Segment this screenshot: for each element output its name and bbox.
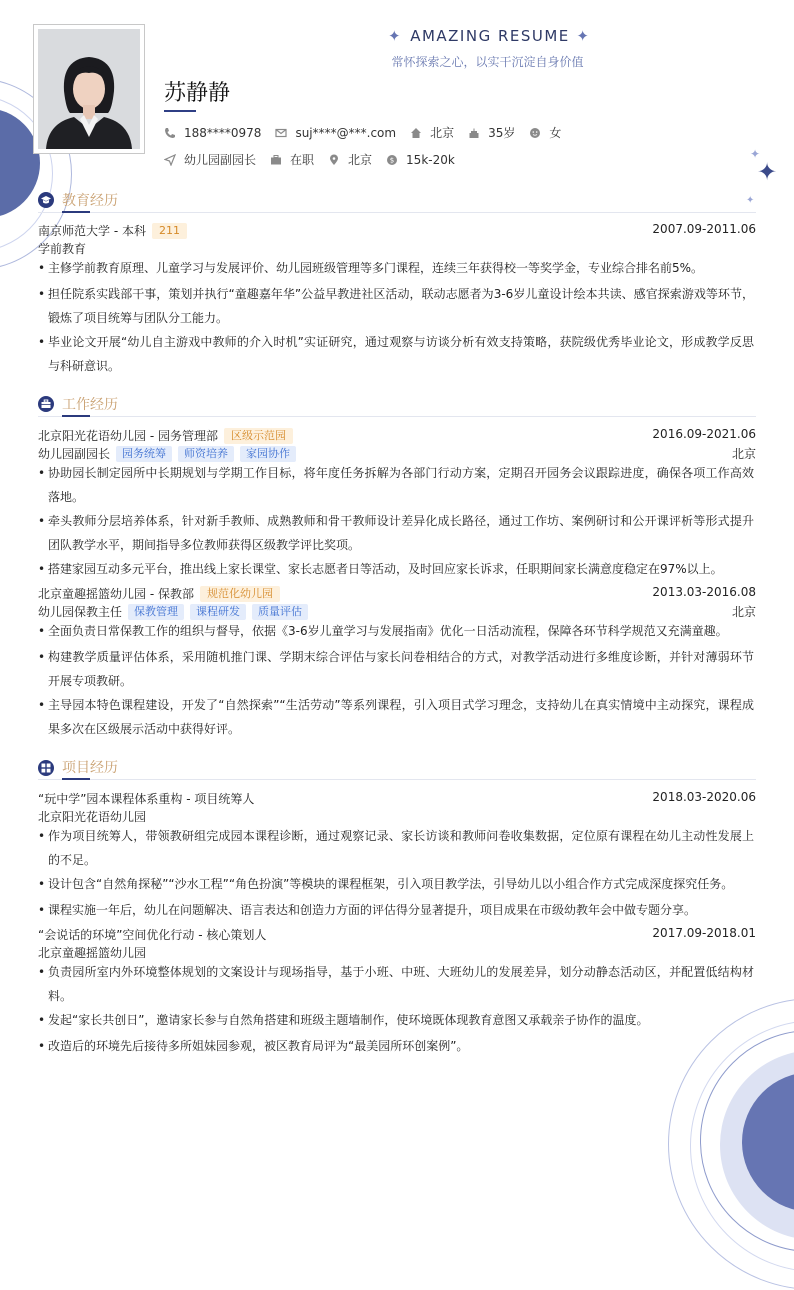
bullet-text: 毕业论文开展“幼儿自主游戏中教师的介入时机”实证研究，通过观察与访谈分析有效支持策略，获院级优秀毕业论文，形成教学反思与科研意识。 <box>48 335 754 373</box>
svg-text:$: $ <box>389 156 395 165</box>
org-tag: 区级示范园 <box>224 428 293 444</box>
project-org-row <box>38 944 756 962</box>
project-entry <box>38 926 756 944</box>
send-icon <box>164 154 176 166</box>
bullet-text: 协助园长制定园所中长期规划与学期工作目标，将年度任务拆解为各部门行动方案，定期召开园务会议跟踪进度，确保各项工作高效落地。 <box>48 466 754 504</box>
list-item: • 协助园长制定园所中长期规划与学期工作目标，将年度任务拆解为各部门行动方案，定期召开园务会议跟踪进度，确保各项工作高效落地。 <box>38 462 754 509</box>
phone-item <box>164 126 261 140</box>
project-org: 北京阳光花语幼儿园 <box>38 810 147 824</box>
status-text: 在职 <box>290 153 315 167</box>
resume-subtitle: 常怀探索之心，以实干沉淀自身价值 <box>391 55 584 69</box>
list-item: • 主修学前教育原理、儿童学习与发展评价、幼儿园班级管理等多门课程，连续三年获得校一等奖学金，专业综合排名前5%。 <box>38 257 754 281</box>
position-text: 幼儿园副园长 <box>184 153 257 167</box>
skill-tag: 师资培养 <box>178 446 234 462</box>
bullet-text: 搭建家园互动多元平台，推出线上家长课堂、家长志愿者日等活动，及时回应家长诉求，任职期间家长满意度稳定在97%以上。 <box>48 562 723 576</box>
project-org-row <box>38 808 756 826</box>
org-tag: 规范化幼儿园 <box>200 586 280 602</box>
target-city-text: 北京 <box>348 153 373 167</box>
bullet-text: 牵头教师分层培养体系，针对新手教师、成熟教师和骨干教师设计差异化成长路径，通过工作坊、案例研讨和公开课评析等形式提升团队教学水平，期间指导多位教师获得区级教学评比奖项。 <box>48 514 754 552</box>
job-date: 2013.03-2016.08 <box>652 585 756 599</box>
job-city: 北京 <box>731 605 756 619</box>
list-item: • 课程实施一年后，幼儿在问题解决、语言表达和创造力方面的评估得分显著提升，项目成果在市级幼教年会中做专题分享。 <box>38 899 754 923</box>
bullet-text: 改造后的环境先后接待多所姐妹园参观，被区教育局评为“最美园所环创案例”。 <box>48 1039 469 1053</box>
email-item <box>275 126 396 140</box>
list-item: • 牵头教师分层培养体系，针对新手教师、成熟教师和骨干教师设计差异化成长路径，通过工作坊、案例研讨和公开课评析等形式提升团队教学水平，期间指导多位教师获得区级教学评比奖项。 <box>38 510 754 557</box>
job-org: 北京童趣摇篮幼儿园 - 保教部 <box>38 587 194 601</box>
sparkle-icon: ✦ <box>746 195 755 206</box>
bullet-text: 主导园本特色课程建设，开发了“自然探索”“生活劳动”等系列课程，引入项目式学习理念，支持幼儿在真实情境中主动探究，课程成果多次在区级展示活动中获得好评。 <box>48 698 754 736</box>
phone-text: 188****0978 <box>184 125 262 140</box>
gender-item <box>529 124 561 141</box>
sparkle-icon: ✦ <box>750 147 761 161</box>
education-entry <box>38 222 756 240</box>
job-city: 北京 <box>731 447 756 461</box>
project-date: 2018.03-2020.06 <box>652 790 756 804</box>
bullet-text: 构建教学质量评估体系，采用随机推门课、学期末综合评估与家长问卷相结合的方式，对教学活动进行多维度诊断，并针对薄弱环节开展专项教研。 <box>48 650 754 688</box>
list-item: • 构建教学质量评估体系，采用随机推门课、学期末综合评估与家长问卷相结合的方式，对教学活动进行多维度诊断，并针对薄弱环节开展专项教研。 <box>38 646 754 693</box>
project-name: “会说话的环境”空间优化行动 - 核心策划人 <box>38 928 267 942</box>
skill-tag: 质量评估 <box>252 604 308 620</box>
section-divider <box>38 779 756 780</box>
section-title-education: 教育经历 <box>62 193 118 209</box>
mail-icon <box>275 127 287 139</box>
job-entry <box>38 427 756 445</box>
bullet-text: 设计包含“自然角探秘”“沙水工程”“角色扮演”等模块的课程框架，引入项目教学法，引导幼儿以小组合作方式完成深度探究任务。 <box>48 877 734 891</box>
sparkle-icon: ✦ <box>757 158 778 186</box>
resume-title <box>385 26 595 46</box>
list-item: • 担任院系实践部干事，策划并执行“童趣嘉年华”公益早教进社区活动，联动志愿者为3-6岁儿童设计绘本共读、感官探索游戏等环节，锻炼了项目统筹与团队分工能力。 <box>38 283 754 330</box>
list-item: • 负责园所室内外环境整体规划的文案设计与现场指导，基于小班、中班、大班幼儿的发展差异，划分动静态活动区，并配置低结构材料。 <box>38 961 754 1008</box>
job-role-row <box>38 445 756 463</box>
contact-info-row <box>164 124 575 141</box>
briefcase-section-icon <box>38 396 54 412</box>
bullet-text: 负责园所室内外环境整体规划的文案设计与现场指导，基于小班、中班、大班幼儿的发展差异，划分动静态活动区，并配置低结构材料。 <box>48 965 754 1003</box>
list-item: • 改造后的环境先后接待多所姐妹园参观，被区教育局评为“最美园所环创案例”。 <box>38 1035 754 1059</box>
email-text: suj****@***.com <box>295 125 397 140</box>
graduation-cap-icon <box>38 192 54 208</box>
bullet-text: 发起“家长共创日”，邀请家长参与自然角搭建和班级主题墙制作，使环境既体现教育意图又承载亲子协作的温度。 <box>48 1013 649 1027</box>
resume-title-text: AMAZING RESUME <box>410 27 570 45</box>
skill-tag: 课程研发 <box>190 604 246 620</box>
sparkle-icon: ✦ <box>388 27 401 45</box>
list-item: • 主导园本特色课程建设，开发了“自然探索”“生活劳动”等系列课程，引入项目式学习理念，支持幼儿在真实情境中主动探究，课程成果多次在区级展示活动中获得好评。 <box>38 694 754 741</box>
location-icon <box>328 154 340 166</box>
project-entry <box>38 790 756 808</box>
home-city-item <box>410 124 454 141</box>
sparkle-icon: ✦ <box>576 27 589 45</box>
age-item <box>468 124 515 141</box>
list-item: • 搭建家园互动多元平台，推出线上家长课堂、家长志愿者日等活动，及时回应家长诉求，任职期间家长满意度稳定在97%以上。 <box>38 558 754 582</box>
project-date: 2017.09-2018.01 <box>652 926 756 940</box>
major: 学前教育 <box>38 242 87 256</box>
skill-tag: 园务统筹 <box>116 446 172 462</box>
project-name: “玩中学”园本课程体系重构 - 项目统筹人 <box>38 792 255 806</box>
position-item <box>164 151 256 168</box>
list-item: • 发起“家长共创日”，邀请家长参与自然角搭建和班级主题墙制作，使环境既体现教育意图又承载亲子协作的温度。 <box>38 1009 754 1033</box>
list-item: • 设计包含“自然角探秘”“沙水工程”“角色扮演”等模块的课程框架，引入项目教学法，引导幼儿以小组合作方式完成深度探究任务。 <box>38 873 754 897</box>
profile-photo <box>38 29 140 149</box>
age-text: 35岁 <box>488 126 516 140</box>
major-row <box>38 240 756 258</box>
bullet-text: 主修学前教育原理、儿童学习与发展评价、幼儿园班级管理等多门课程，连续三年获得校一等奖学金，专业综合排名前5%。 <box>48 261 704 275</box>
job-date: 2016.09-2021.06 <box>652 427 756 441</box>
section-title-projects: 项目经历 <box>62 760 118 776</box>
list-item: • 作为项目统筹人，带领教研组完成园本课程诊断，通过观察记录、家长访谈和教师问卷收集数据，定位原有课程在幼儿主动性发展上的不足。 <box>38 825 754 872</box>
briefcase-icon <box>270 154 282 166</box>
section-title-work: 工作经历 <box>62 397 118 413</box>
home-icon <box>410 127 422 139</box>
candidate-name: 苏静静 <box>164 81 231 106</box>
salary-item <box>386 153 455 167</box>
phone-icon <box>164 127 176 139</box>
school-tag: 211 <box>152 223 187 239</box>
bullet-text: 担任院系实践部干事，策划并执行“童趣嘉年华”公益早教进社区活动，联动志愿者为3-6岁儿童设计绘本共读、感官探索游戏等环节，锻炼了项目统筹与团队分工能力。 <box>48 287 754 325</box>
name-underline <box>164 110 196 112</box>
job-role: 幼儿园副园长 <box>38 447 111 461</box>
skill-tag: 家园协作 <box>240 446 296 462</box>
bullet-text: 全面负责日常保教工作的组织与督导，依据《3-6岁儿童学习与发展指南》优化一日活动流程，保障各环节科学规范又充满童趣。 <box>48 624 728 638</box>
education-date: 2007.09-2011.06 <box>652 222 756 236</box>
job-role: 幼儿园保教主任 <box>38 605 123 619</box>
project-org: 北京童趣摇篮幼儿园 <box>38 946 147 960</box>
job-org: 北京阳光花语幼儿园 - 园务管理部 <box>38 429 218 443</box>
bullet-text: 作为项目统筹人，带领教研组完成园本课程诊断，通过观察记录、家长访谈和教师问卷收集数据，定位原有课程在幼儿主动性发展上的不足。 <box>48 829 754 867</box>
home-city-text: 北京 <box>430 126 455 140</box>
section-divider-accent <box>62 211 90 213</box>
cake-icon <box>468 127 480 139</box>
person-icon <box>529 127 541 139</box>
status-item <box>270 151 314 168</box>
skill-tag: 保教管理 <box>128 604 184 620</box>
section-divider-accent <box>62 415 90 417</box>
grid-icon <box>38 760 54 776</box>
job-role-row <box>38 603 756 621</box>
list-item: • 毕业论文开展“幼儿自主游戏中教师的介入时机”实证研究，通过观察与访谈分析有效支持策略，获院级优秀毕业论文，形成教学反思与科研意识。 <box>38 331 754 378</box>
job-entry <box>38 585 756 603</box>
salary-text: 15k-20k <box>406 152 455 167</box>
section-divider <box>38 212 756 213</box>
gender-text: 女 <box>549 126 562 140</box>
profile-photo-frame <box>33 24 145 154</box>
salary-icon <box>386 154 398 166</box>
target-city-item <box>328 151 372 168</box>
bullet-text: 课程实施一年后，幼儿在问题解决、语言表达和创造力方面的评估得分显著提升，项目成果在市级幼教年会中做专题分享。 <box>48 903 697 917</box>
section-divider-accent <box>62 778 90 780</box>
section-divider <box>38 416 756 417</box>
job-intent-row <box>164 151 469 168</box>
school-line: 南京师范大学 - 本科 <box>38 224 146 238</box>
list-item: • 全面负责日常保教工作的组织与督导，依据《3-6岁儿童学习与发展指南》优化一日活动流程，保障各环节科学规范又充满童趣。 <box>38 620 754 644</box>
